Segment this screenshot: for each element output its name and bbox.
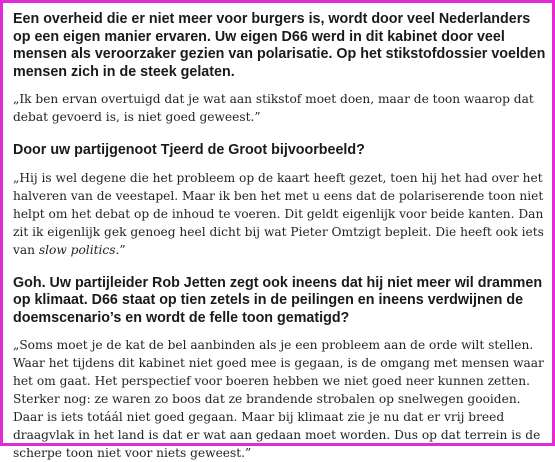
answer-2-end: .” bbox=[115, 242, 126, 257]
answer-2 bbox=[13, 169, 551, 259]
answer-2-text: „Hij is wel degene die het probleem op de kaart heeft gezet, toen hij het had over het halveren van de veestapel. Maar ik ben het met u eens dat de polariserende toon niet helpt om het debat op de inhoud te voeren. Dit geldt eigenlijk voor beide kanten. Dan zit ik eigenlijk gek genoeg heel dicht bij wat Pieter Omtzigt bepleit. Die heeft ook iets van bbox=[13, 170, 544, 257]
question-1: Een overheid die er niet meer voor burgers is, wordt door veel Nederlanders op een eigen manier ervaren. Uw eigen D66 werd in dit kabinet door veel mensen als veroorzaker gezien van polarisatie. Op het stikstofdossier voelden mensen zich in de steek gelaten. bbox=[13, 11, 546, 80]
question-3: Goh. Uw partijleider Rob Jetten zegt ook ineens dat hij niet meer wil drammen op klimaat. D66 staat op tien zetels in de peilingen en ineens verdwijnen de doemscenario’s en wordt de felle toon gematigd? bbox=[13, 274, 543, 326]
answer-3: „Soms moet je de kat de bel aanbinden als je een probleem aan de orde wilt stellen. Waar het tijdens dit kabinet niet goed mee is gegaan, is de omgang met mensen waar het om gaat. Het perspectief voor boeren hebben we niet goed neer kunnen zetten. Sterker nog: ze waren zo boos dat ze brandende strobalen op snelwegen gooiden. Daar is iets totáál niet goed gegaan. Maar bij klimaat zie je nu dat er vrij breed draagvlak in het land is dat er wat aan gedaan moet worden. Dus op dat terrein is de scherpe toon niet voor niets geweest.” bbox=[13, 338, 544, 460]
question-2: Door uw partijgenoot Tjeerd de Groot bijvoorbeeld? bbox=[13, 142, 365, 158]
answer-2-italic: slow politics bbox=[38, 242, 116, 257]
answer-1: „Ik ben ervan overtuigd dat je wat aan stikstof moet doen, maar de toon waarop dat debat gevoerd is, is niet goed geweest.” bbox=[13, 92, 534, 124]
interview-article bbox=[13, 6, 551, 462]
